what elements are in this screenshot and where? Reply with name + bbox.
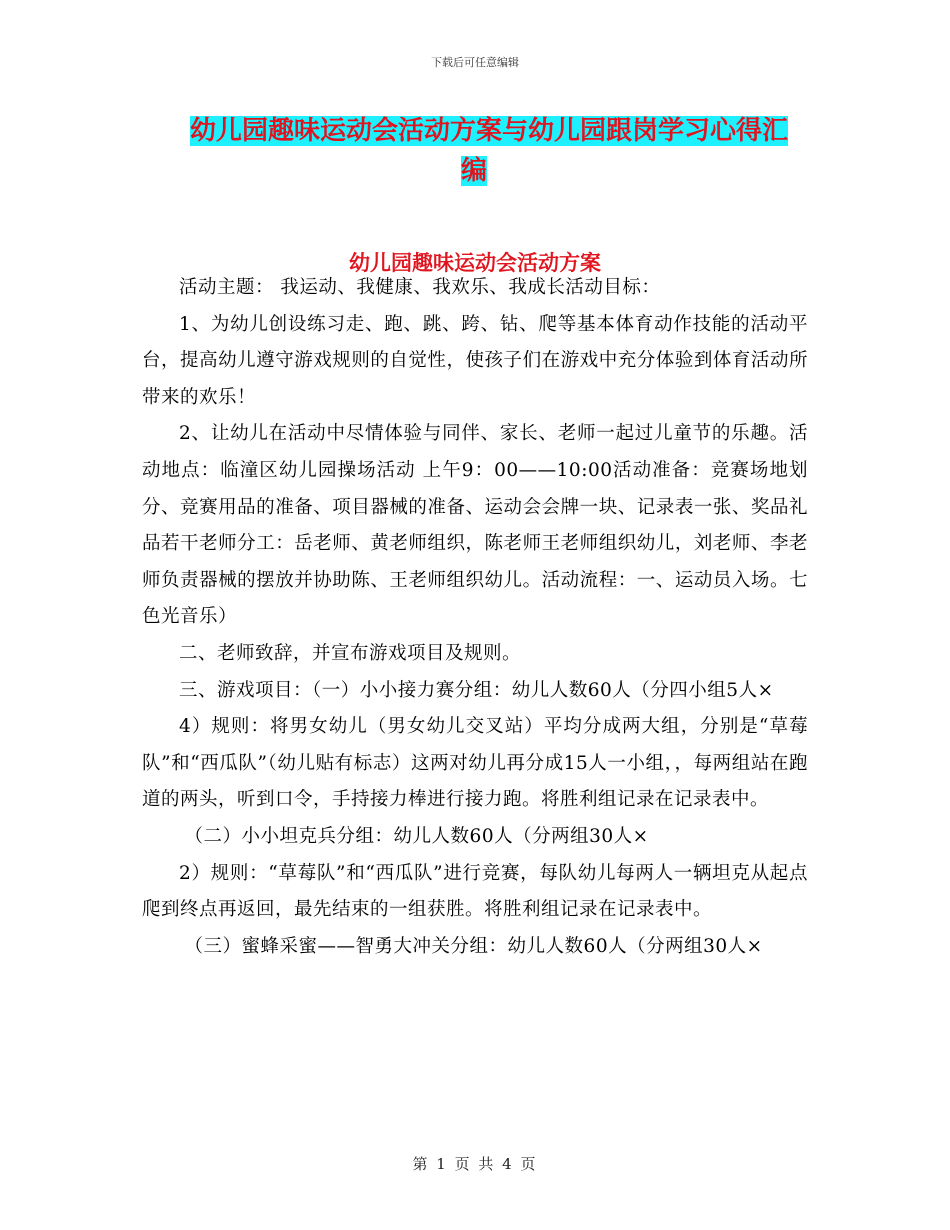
section-title: 幼儿园趣味运动会活动方案 [349, 251, 601, 275]
document-title-line2: 编 [461, 156, 488, 186]
paragraph-goal-1: 1、为幼儿创设练习走、跑、跳、跨、钻、爬等基本体育动作技能的活动平台，提高幼儿遵守游戏规则的自觉性，使孩子们在游戏中充分体验到体育活动所带来的欢乐！ [142, 313, 808, 408]
page-footer: 第 1 页 共 4 页 [412, 1155, 538, 1173]
document-body [142, 270, 808, 965]
paragraph-tank-rules: 2）规则：“草莓队”和“西瓜队”进行竞赛，每队幼儿每两人一辆坦克从起点爬到终点再返回，最先结束的一组获胜。将胜利组记录在记录表中。 [142, 862, 808, 921]
paragraph-relay-groups: 三、游戏项目：（一）小小接力赛分组：幼儿人数60人（分四小组5人× [179, 679, 774, 701]
paragraph-goal-2: 2、让幼儿在活动中尽情体验与同伴、家长、老师一起过儿童节的乐趣。活动地点：临潼区幼儿园操场活动 上午9：00——10:00活动准备：竞赛场地划分、竞赛用品的准备、项目器械的准备、运动会会牌一块、记录表一张、奖品礼品若干老师分工：岳老师、黄老师组织，陈老师王老师组织幼儿，刘老师、李老师负责器械的摆放并协助陈、王老师组织幼儿。活动流程：一、运动员入场。七色光音乐） [142, 423, 808, 628]
document-title-line1: 幼儿园趣味运动会活动方案与幼儿园跟岗学习心得汇 [190, 116, 789, 146]
document-title [190, 111, 810, 191]
paragraph-theme: 活动主题： 我运动、我健康、我欢乐、我成长活动目标： [179, 277, 661, 298]
paragraph-bee-groups: （三）蜜蜂采蜜——智勇大冲关分组：幼儿人数60人（分两组30人× [184, 935, 763, 957]
paragraph-relay-rules: 4）规则：将男女幼儿（男女幼儿交叉站）平均分成两大组，分别是“草莓队”和“西瓜队”（幼儿贴有标志）这两对幼儿再分成15人一小组，，每两组站在跑道的两头，听到口令，手持接力棒进行接力跑。将胜利组记录在记录表中。 [142, 716, 808, 811]
header-note: 下载后可任意编辑 [431, 56, 519, 69]
paragraph-speech: 二、老师致辞，并宣布游戏项目及规则。 [179, 642, 522, 664]
paragraph-tank-groups: （二）小小坦克兵分组：幼儿人数60人（分两组30人× [184, 825, 649, 847]
